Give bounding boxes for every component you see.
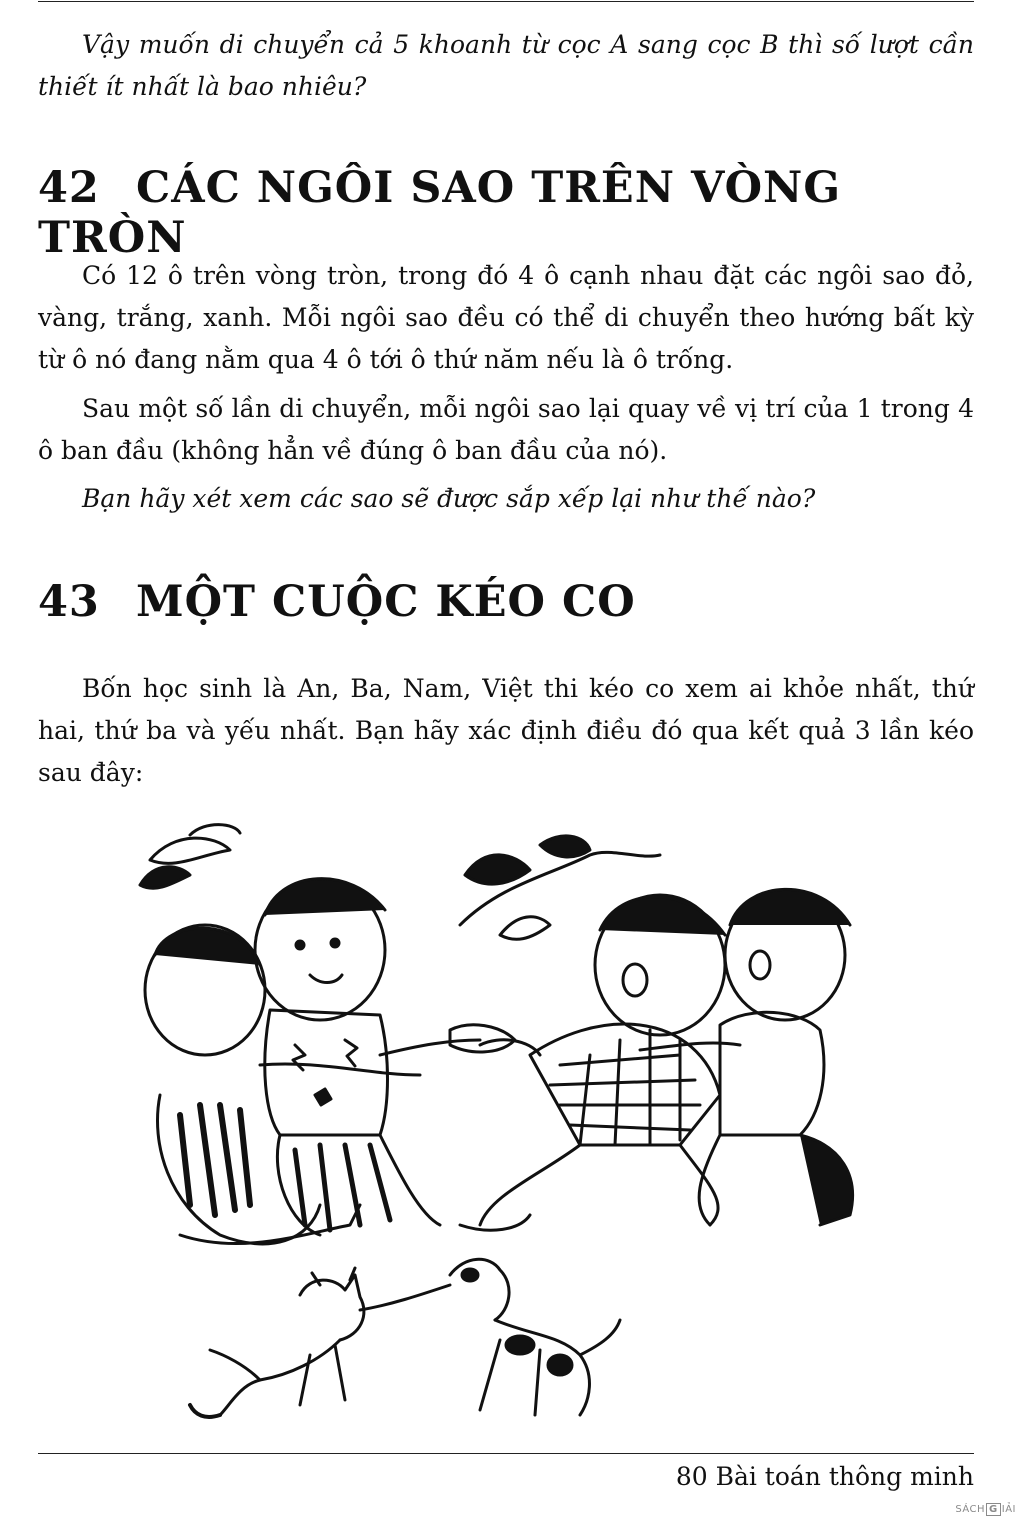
watermark-logo — [955, 1503, 1016, 1516]
watermark-mark: G — [986, 1503, 1001, 1516]
dog-icon — [360, 1259, 620, 1415]
top-paragraph-line2: thiết ít nhất là bao nhiêu? — [38, 72, 367, 101]
section-43-paragraph-1: Bốn học sinh là An, Ba, Nam, Việt thi kéo co xem ai khỏe nhất, thứ hai, thứ ba và yếu nhất. Bạn hãy xác định điều đó qua kết quả 3 lần kéo sau đây: — [38, 674, 974, 787]
footer-book-title: 80 Bài toán thông minh — [675, 1462, 974, 1491]
leaves-left-icon — [140, 825, 240, 889]
watermark-right: IẢI — [1001, 1504, 1016, 1515]
child-3 — [460, 895, 725, 1230]
section-43-number: 43 — [38, 577, 100, 627]
top-paragraph — [38, 24, 974, 108]
section-43-heading — [38, 577, 974, 627]
section-43-title: MỘT CUỘC KÉO CO — [136, 577, 636, 627]
section-42-number: 42 — [38, 163, 100, 213]
section-42-title: CÁC NGÔI SAO TRÊN VÒNG TRÒN — [38, 163, 842, 263]
section-42-heading — [38, 163, 974, 263]
bottom-rule — [38, 1453, 974, 1454]
watermark-left: SÁCH — [955, 1504, 986, 1515]
top-rule — [38, 1, 974, 2]
section-42-paragraph-1: Có 12 ô trên vòng tròn, trong đó 4 ô cạnh nhau đặt các ngôi sao đỏ, vàng, trắng, xanh. Mỗi ngôi sao đều có thể di chuyển theo hướng bất kỳ từ ô nó đang nằm qua 4 ô tới ô thứ năm nếu là ô trống. — [38, 261, 974, 374]
child-2 — [255, 879, 480, 1235]
child-1 — [145, 925, 420, 1244]
top-paragraph-line1: Vậy muốn di chuyển cả 5 khoanh từ cọc A sang cọc B thì số lượt cần — [82, 30, 974, 59]
section-42-paragraph-2: Sau một số lần di chuyển, mỗi ngôi sao lại quay về vị trí của 1 trong 4 ô ban đầu (không hẳn về đúng ô ban đầu của nó). — [38, 394, 974, 465]
section-42-question: Bạn hãy xét xem các sao sẽ được sắp xếp lại như thế nào? — [82, 484, 816, 513]
cat-icon — [190, 1268, 364, 1417]
tug-of-war-illustration — [120, 815, 880, 1430]
